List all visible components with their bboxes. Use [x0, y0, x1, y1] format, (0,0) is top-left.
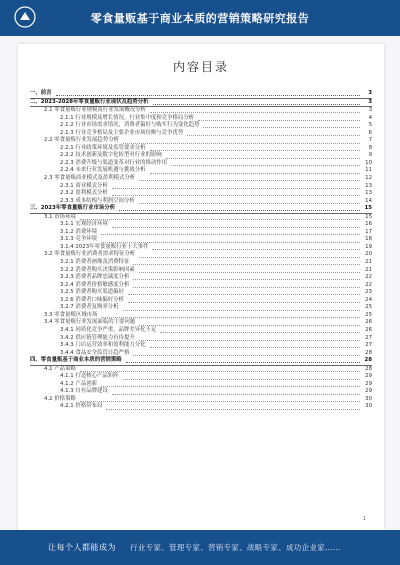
table-of-contents [30, 90, 372, 411]
toc-entry-page: 8 [368, 144, 372, 151]
toc-entry-page: 16 [365, 221, 372, 228]
toc-entry-title: 4.2 价格策略 [44, 395, 76, 402]
toc-entry[interactable] [30, 221, 372, 229]
toc-entry-page: 3 [368, 107, 372, 114]
toc-entry[interactable] [30, 183, 372, 191]
toc-entry-title: 2.3 零食量贩商业模式及盈利模式分析 [44, 175, 136, 182]
toc-entry-title: 2.3.2 盈利模式分析 [60, 190, 108, 197]
toc-entry-title: 2.2.3 消费升级与渠道变革对行业的推动作用 [60, 159, 168, 166]
toc-entry-page: 26 [365, 319, 372, 326]
toc-entry[interactable] [30, 327, 372, 335]
toc-entry-title: 3.2.2 消费者购买决策影响因素 [60, 266, 135, 273]
toc-entry-page: 4 [368, 114, 372, 121]
toc-leader-dots [133, 351, 360, 356]
toc-entry-title: 3.1 市场环境 [44, 213, 76, 220]
toc-entry-title: 2.2.1 行业政策环境及监管要求分析 [60, 144, 146, 151]
toc-entry-page: 5 [368, 122, 372, 129]
toc-entry-title: 4.1.1 打造核心产品矩阵 [60, 373, 119, 380]
toc-entry-page: 29 [365, 388, 372, 395]
toc-leader-dots [203, 123, 360, 128]
toc-leader-dots [160, 328, 360, 333]
toc-leader-dots [171, 161, 360, 166]
toc-entry-title: 2.1 零食量贩行业规模及行业发展概况分析 [44, 107, 146, 114]
toc-entry-page: 28 [365, 349, 372, 356]
toc-entry[interactable] [30, 357, 372, 366]
toc-leader-dots [80, 215, 360, 220]
toc-leader-dots [150, 146, 360, 151]
toc-leader-dots [139, 176, 360, 181]
toc-leader-dots [150, 169, 360, 174]
toc-leader-dots [133, 275, 360, 280]
toc-entry[interactable] [30, 259, 372, 267]
toc-entry-page: 30 [365, 395, 372, 402]
footer-slogan: 让每个人都能成为 [48, 543, 116, 552]
toc-entry-page: 12 [365, 175, 372, 182]
toc-leader-dots [128, 298, 360, 303]
toc-leader-dots [112, 191, 360, 196]
toc-entry-title: 2.3.1 商业模式分析 [60, 182, 108, 189]
toc-entry-title: 3.2 零食量贩行业消费者需求特征分析 [44, 251, 136, 258]
toc-leader-dots [152, 245, 360, 250]
toc-entry[interactable] [30, 342, 372, 350]
report-header-bar [0, 0, 400, 36]
toc-entry-page: 28 [364, 357, 372, 364]
toc-entry-title: 3.2.5 消费者购买渠道偏好 [60, 289, 124, 296]
toc-entry-title: 3.4.1 同质化竞争严重，品牌差异化不足 [60, 326, 157, 333]
toc-entry[interactable] [30, 90, 372, 99]
logo-icon [14, 6, 36, 28]
toc-entry-page: 29 [365, 373, 372, 380]
toc-entry-page: 14 [365, 197, 372, 204]
toc-leader-dots [119, 206, 360, 211]
toc-entry-page: 21 [365, 259, 372, 266]
toc-leader-dots [150, 108, 360, 113]
toc-entry-page: 22 [365, 281, 372, 288]
toc-leader-dots [101, 313, 360, 318]
toc-entry[interactable] [30, 137, 372, 145]
toc-entry-page: 15 [365, 213, 372, 220]
toc-entry[interactable] [30, 350, 372, 358]
toc-entry-title: 3.1.1 宏观经济环境 [60, 221, 108, 228]
toc-entry[interactable] [30, 175, 372, 183]
toc-entry-page: 25 [365, 304, 372, 311]
toc-entry-page: 21 [365, 266, 372, 273]
toc-entry[interactable] [30, 289, 372, 297]
toc-leader-dots [101, 382, 360, 387]
toc-entry-page: 17 [365, 228, 372, 235]
toc-entry-page: 18 [365, 236, 372, 243]
toc-entry-page: 25 [365, 311, 372, 318]
toc-entry[interactable] [30, 335, 372, 343]
toc-leader-dots [123, 306, 360, 311]
toc-leader-dots [139, 268, 360, 273]
toc-entry-title: 2.2.4 未来行业发展机遇与挑战分析 [60, 167, 146, 174]
toc-leader-dots [123, 139, 360, 144]
toc-entry[interactable] [30, 236, 372, 244]
toc-entry-page: 7 [368, 137, 372, 144]
toc-entry-page: 13 [365, 190, 372, 197]
toc-entry-title: 4.1.2 产品创新 [60, 380, 97, 387]
toc-entry[interactable] [30, 99, 372, 108]
toc-entry[interactable] [30, 107, 372, 115]
toc-leader-dots [80, 367, 360, 372]
toc-entry-page: 28 [365, 365, 372, 372]
toc-entry-title: 3.4 零食量贩行业发展面临的主要问题 [44, 319, 136, 326]
toc-entry-page: 6 [368, 129, 372, 136]
toc-entry-title: 4.2.1 价格带布局 [60, 403, 103, 410]
toc-entry-page: 3 [368, 90, 372, 96]
toc-entry[interactable] [30, 122, 372, 130]
toc-entry-page: 3 [368, 98, 372, 105]
toc-entry-title: 3.2.6 消费者口味偏好分析 [60, 296, 124, 303]
toc-leader-dots [112, 223, 360, 228]
toc-entry[interactable] [30, 304, 372, 312]
toc-entry[interactable] [30, 190, 372, 198]
toc-entry[interactable] [30, 373, 372, 381]
toc-leader-dots [166, 154, 360, 159]
toc-leader-dots [187, 131, 360, 136]
toc-entry-title: 3.4.4 食品安全监管日趋严格 [60, 349, 130, 356]
toc-leader-dots [198, 116, 360, 121]
toc-entry-title: 3.2.3 消费者品牌忠诚度分析 [60, 274, 130, 281]
toc-entry-title: 4.1 产品策略 [44, 365, 76, 372]
toc-leader-dots [133, 260, 360, 265]
toc-entry-title: 3.1.4 2023年零食量贩行业十大事件 [60, 243, 149, 250]
toc-entry-title: 2.1.2 行业市场需求情况，消费者偏好与购买行为变化趋势 [60, 122, 200, 129]
report-title: 零食量贩基于商业本质的营销策略研究报告 [90, 12, 310, 25]
page-number: 1 [362, 516, 366, 522]
toc-entry[interactable] [30, 251, 372, 259]
toc-entry-page: 30 [365, 403, 372, 410]
toc-entry[interactable] [30, 319, 372, 327]
toc-entry-title: 3.2.1 消费者画像及消费特征 [60, 259, 130, 266]
toc-entry-page: 26 [365, 326, 372, 333]
toc-entry-page: 27 [365, 334, 372, 341]
toc-entry-page: 15 [364, 205, 372, 212]
toc-entry-page: 22 [365, 274, 372, 281]
footer-roles: 行业专家、管理专家、营销专家、战略专家、成功企业家…… [130, 543, 341, 552]
toc-entry-title: 3.1.3 竞争环境 [60, 236, 97, 243]
toc-entry-title: 二、2023-2028年零食量贩行业现状及趋势分析 [30, 98, 149, 105]
toc-leader-dots [139, 336, 360, 341]
toc-entry-page: 23 [365, 289, 372, 296]
toc-entry-title: 3.1.2 消费环境 [60, 228, 97, 235]
toc-entry[interactable] [30, 274, 372, 282]
toc-entry-title: 三、2023年零食量贩行业市场分析 [30, 205, 116, 212]
toc-leader-dots [150, 343, 360, 348]
toc-entry-page: 9 [368, 152, 372, 159]
toc-entry[interactable] [30, 167, 372, 175]
toc-entry-page: 11 [365, 167, 372, 174]
toc-leader-dots [106, 405, 360, 410]
toc-leader-dots [56, 91, 360, 96]
toc-entry-title: 3.2.4 消费者价格敏感度分析 [60, 281, 130, 288]
toc-leader-dots [101, 230, 360, 235]
toc-leader-dots [126, 358, 360, 363]
toc-entry-page: 20 [365, 251, 372, 258]
toc-entry[interactable] [30, 267, 372, 275]
toc-entry[interactable] [30, 388, 372, 396]
toc-leader-dots [80, 397, 360, 402]
toc-entry[interactable] [30, 205, 372, 214]
toc-entry-title: 2.1.3 行业竞争格局及主要企业市场份额与竞争优势 [60, 129, 184, 136]
toc-entry[interactable] [30, 152, 372, 160]
footer-bar [0, 530, 400, 565]
toc-leader-dots [139, 321, 360, 326]
toc-leader-dots [101, 238, 360, 243]
toc-entry-title: 3.3 零食量贩区域市场 [44, 311, 98, 318]
toc-entry-title: 3.4.2 供应链管理能力有待提升 [60, 334, 135, 341]
toc-entry-title: 3.2.7 消费者复购率分析 [60, 304, 119, 311]
toc-entry-page: 10 [365, 159, 372, 166]
toc-entry-page: 24 [365, 296, 372, 303]
toc-entry-title: 2.3.3 成本结构与利润空间分析 [60, 197, 135, 204]
toc-leader-dots [153, 100, 361, 105]
toc-leader-dots [123, 375, 360, 380]
toc-entry-title: 2.2 零食量贩行业发展趋势分析 [44, 137, 119, 144]
toc-page [18, 44, 384, 530]
toc-leader-dots [139, 199, 360, 204]
toc-entry-title: 2.1.1 行业规模及增长情况，行业集中度和竞争格局分析 [60, 114, 195, 121]
toc-entry-page: 29 [365, 380, 372, 387]
toc-entry-title: 四、零食量贩基于商业本质的营销策略 [30, 357, 122, 364]
toc-entry-title: 3.4.3 门店运营效率和盈利能力分化 [60, 342, 146, 349]
toc-title: 内容目录 [172, 60, 229, 74]
toc-entry-title: 一、前言 [30, 90, 52, 96]
toc-entry[interactable] [30, 403, 372, 411]
toc-entry-page: 19 [365, 243, 372, 250]
toc-entry-page: 13 [365, 182, 372, 189]
toc-leader-dots [139, 253, 360, 258]
toc-leader-dots [133, 283, 360, 288]
toc-entry-page: 27 [365, 342, 372, 349]
toc-leader-dots [112, 390, 360, 395]
toc-entry-title: 2.2.2 技术创新及数字化转型对行业的影响 [60, 152, 162, 159]
toc-leader-dots [112, 184, 360, 189]
toc-entry-title: 4.1.3 自有品牌建设 [60, 388, 108, 395]
toc-leader-dots [128, 290, 360, 295]
